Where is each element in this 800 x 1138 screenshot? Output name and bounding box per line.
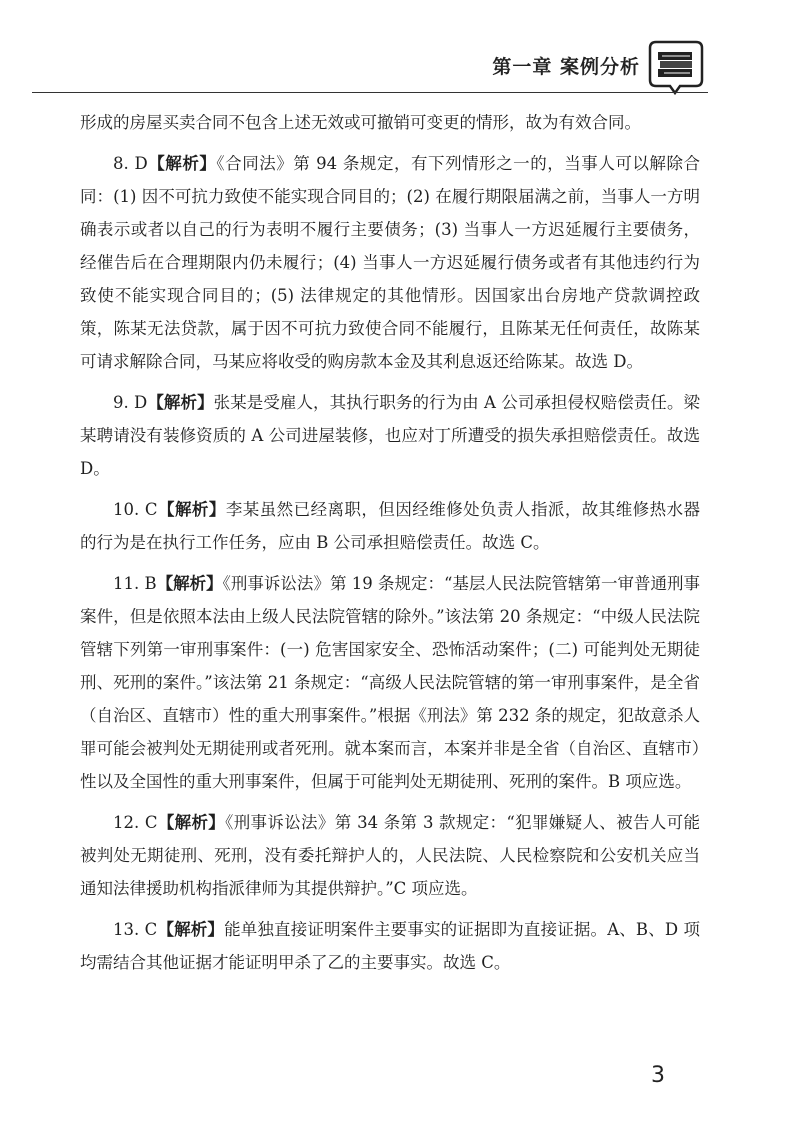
answer-13: [80, 913, 700, 979]
answer-number: 10. C: [113, 500, 158, 519]
answer-text: 《刑事诉讼法》第 19 条规定：“基层人民法院管辖第一审普通刑事案件，但是依照本法由上级人民法院管辖的除外。”该法第 20 条规定：“中级人民法院管辖下列第一审刑事案件：(一) 危害国家安全、恐怖活动案件；(二) 可能判处无期徒刑、死刑的案件。”该法第 21 条规定：“高级人民法院管辖的第一审刑事案件，是全省（自治区、直辖市）性的重大刑事案件。”根据《刑法》第 232 条的规定，犯故意杀人罪可能会被判处无期徒刑或者死刑。就本案而言，本案并非是全省（自治区、直辖市）性以及全国性的重大刑事案件，但属于可能判处无期徒刑、死刑的案件。B 项应选。: [80, 574, 700, 791]
answer-number: 11. B: [113, 574, 157, 593]
answer-12: [80, 806, 700, 905]
chapter-title: 第一章 案例分析: [492, 56, 640, 78]
answer-9: [80, 386, 700, 485]
answer-10: [80, 493, 700, 559]
page-header: [0, 0, 800, 96]
answer-number: 12. C: [113, 813, 158, 832]
answer-text: 能单独直接证明案件主要事实的证据即为直接证据。A、B、D 项均需结合其他证据才能证明甲杀了乙的主要事实。故选 C。: [80, 920, 701, 972]
book-stack-icon: [646, 40, 704, 96]
intro-paragraph: 形成的房屋买卖合同不包含上述无效或可撤销可变更的情形，故为有效合同。: [80, 113, 641, 132]
answer-label: 【解析】: [147, 154, 217, 173]
answer-number: 8. D: [113, 154, 148, 173]
header-divider: [32, 92, 708, 93]
answer-label: 【解析】: [157, 920, 225, 939]
answer-number: 9. D: [113, 393, 148, 412]
answer-8: [80, 147, 700, 378]
answer-text: 《合同法》第 94 条规定，有下列情形之一的，当事人可以解除合同：(1) 因不可抗力致使不能实现合同目的；(2) 在履行期限届满之前，当事人一方明确表示或者以自己的行为表明不履行主要债务；(3) 当事人一方迟延履行主要债务，经催告后在合理期限内仍未履行；(4) 当事人一方迟延履行债务或者有其他违约行为致使不能实现合同目的；(5) 法律规定的其他情形。因国家出台房地产贷款调控政策，陈某无法贷款，属于因不可抗力致使合同不能履行，且陈某无任何责任，故陈某可请求解除合同，马某应将收受的购房款本金及其利息返还给陈某。故选 D。: [80, 154, 700, 371]
answer-text: 《刑事诉讼法》第 34 条第 3 款规定：“犯罪嫌疑人、被告人可能被判处无期徒刑、死刑，没有委托辩护人的，人民法院、人民检察院和公安机关应当通知法律援助机构指派律师为其提供辩护。”C 项应选。: [80, 813, 700, 898]
answer-11: [80, 567, 700, 798]
answer-label: 【解析】: [157, 500, 226, 519]
answer-number: 13. C: [113, 920, 158, 939]
answer-label: 【解析】: [156, 574, 223, 593]
answer-text: 李某虽然已经离职，但因经维修处负责人指派，故其维修热水器的行为是在执行工作任务，应由 B 公司承担赔偿责任。故选 C。: [80, 500, 700, 552]
answer-text: 张某是受雇人，其执行职务的行为由 A 公司承担侵权赔偿责任。梁某聘请没有装修资质的 A 公司进屋装修，也应对丁所遭受的损失承担赔偿责任。故选 D。: [80, 393, 701, 478]
answer-explanations: [80, 106, 700, 979]
page-number: 3: [651, 1063, 665, 1088]
answer-label: 【解析】: [157, 813, 226, 832]
answer-label: 【解析】: [147, 393, 214, 412]
